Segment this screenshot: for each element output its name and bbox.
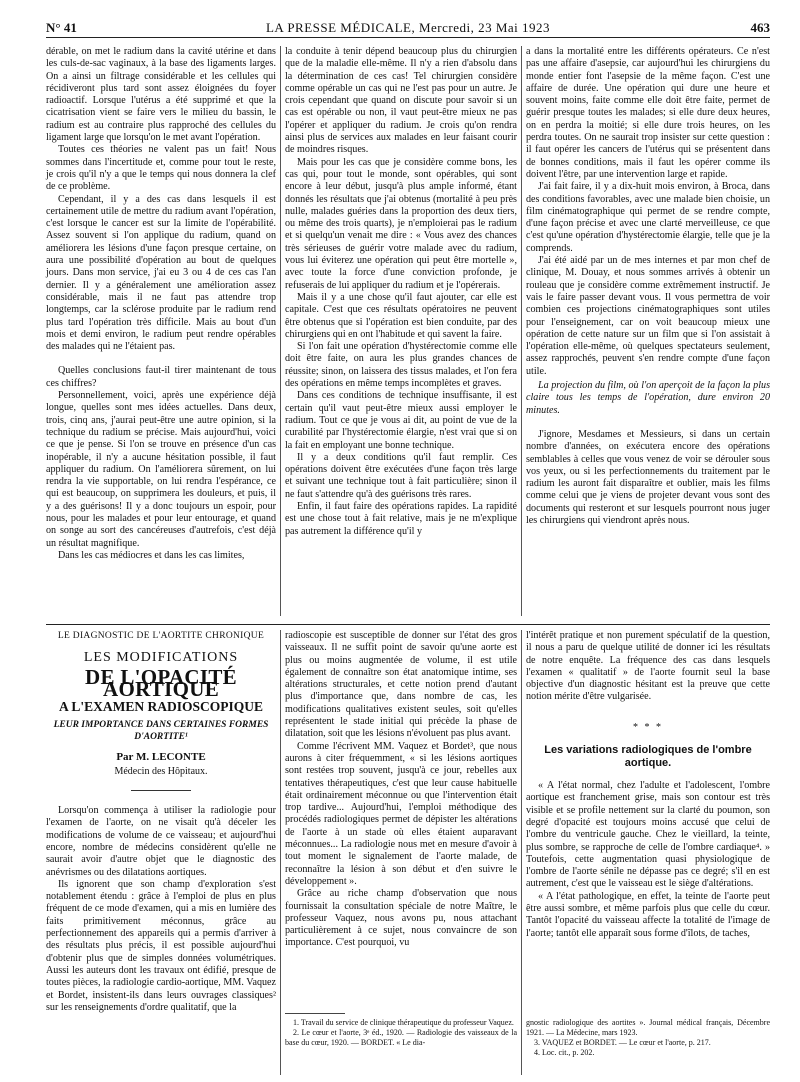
paragraph: Mais pour les cas que je considère comme bons, les cas qui, pour tout le monde, sont opérables, qui sont encore à leur début, jusqu'à plus ample informé, étant donnés les résultats que j'ai obtenus (mortalité à peu près nulle, malades guéries dans la proportion des deux tiers, ou même des trois quarts), je n'emploierai pas le radium et si quelqu'un venait me dire : « Vous avez des chances très sérieuses de guérir votre malade avec du radium, vous lui éviterez une opération qui peut être mortelle », avec toute la force d'une conviction profonde, je refuserais de lui appliquer du radium et je l'opérerais.	[285, 156, 517, 291]
paragraph: J'ai fait faire, il y a dix-huit mois environ, à Broca, dans des conditions favorables, avec une malade bien choisie, un film cinématographique qui permet de se rendre compte, d'une façon précise et avec une clarté merveilleuse, ce que c'est qu'une opération d'hystérectomie élargie, telle que je la comprends.	[526, 181, 770, 254]
paragraph: Dans ces conditions de technique insuffisante, il est certain qu'il vaut peut-être mieux aussi employer le radium. Tout ce que je vous ai dit, au point de vue de la curabilité par l'hystérectomie élargie, n'est vrai que si on la fait en employant une bonne technique.	[285, 390, 517, 451]
journal-title: LA PRESSE MÉDICALE, Mercredi, 23 Mai 1923	[265, 20, 551, 35]
paragraph: Enfin, il faut faire des opérations rapides. La rapidité est une chose tout à fait relative, mais je ne m'explique pas autrement la différence qu'il y	[285, 500, 517, 537]
paragraph: Personnellement, voici, après une expérience déjà longue, quelles sont mes idées actuelles. Dans deux, trois, cinq ans, j'aurai peut-être une autre opinion, si la technique du radium se précise. Mais aujourd'hui, voici ce que je pense. Si l'on se trouve en présence d'un cas inopérable, il n'y a aucune hésitation possible, il faut appliquer du radium. On l'améliorera sûrement, on lui rendra la vie supportable, on lui rendra l'espérance, ce qui est beaucoup, on supprimera les douleurs, et puis, il y a des guérisons! Il y a donc toujours un espoir, pour nous, pour les malades et pour leur entourage, et quand on songe au sort des cancéreuses d'autrefois, c'est déjà un résultat magnifique.	[46, 390, 276, 549]
paragraph: l'intérêt pratique et non purement spéculatif de la question, il nous a paru de quelque utilité de donner ici les résultats de notre enquête. La fréquence des cas dans lesquels l'examen « qualitatif » de l'aorte fournit seul la base objective d'un diagnostic hésitant est la preuve que cette notion mérite d'être vulgarisée.	[526, 630, 770, 703]
paragraph: J'ignore, Mesdames et Messieurs, si dans un certain nombre d'années, on exécutera encore des opérations semblables à celles que vous venez de voir se dérouler sous vos yeux, ou si les perfectionnements du traitement par le radium les auront fait disparaître et oublier, mais les films comme celui que je viens de projeter devant vous sont des documents qui resteront et sur lesquels pourront nous juger les chirurgiens qui viendront après nous.	[526, 428, 770, 526]
film-caption: La projection du film, où l'on aperçoit de la façon la plus claire tous les temps de l'opération, dure environ 20 minutes.	[526, 380, 770, 416]
title-line-2: DE L'OPACITÉ AORTIQUE	[85, 664, 237, 701]
footnote: 2. Le cœur et l'aorte, 3ᵉ éd., 1920. — Radiologie des vaisseaux de la base du cœur, 1920. — BORDET. « Le dia-	[285, 1028, 517, 1047]
article-title-block	[46, 652, 276, 778]
column-divider	[521, 46, 522, 616]
footnote: gnostic radiologique des aortites ». Journal médical français, Décembre 1921. — La Médecine, mars 1923.	[526, 1018, 770, 1037]
column-divider	[280, 46, 281, 616]
page-header	[46, 18, 770, 38]
paragraph: Ils ignorent que son champ d'exploration s'est notablement étendu : grâce à l'emploi de plus en plus fréquent de ce mode d'examen, qui a mis en lumière des faits primitivement méconnus, grâce au perfectionnement des appareils qui a permis d'arriver à des résultats plus précis, il est possible aujourd'hui d'obtenir plus que de simples données volumétriques. Aussi les auteurs dont les travaux ont édifié, presque de toutes pièces, la radiologie cardio-aortique, MM. Vaquez et Bordet, insistent-ils dans leurs ouvrages classiques² sur les renseignements d'ordre qualitatif, que la	[46, 878, 276, 1013]
article-column-3	[526, 630, 770, 1010]
paragraph: Grâce au riche champ d'observation que nous fournissait la consultation spéciale de notre Maître, le professeur Vaquez, nous avons pu, nous attachant particulièrement à ce sujet, nous convaincre de son importance. C'est pourquoi, vu	[285, 888, 517, 949]
footnote-rule	[285, 1013, 345, 1014]
footnotes-left	[285, 1018, 517, 1048]
section-label: LE DIAGNOSTIC DE L'AORTITE CHRONIQUE	[57, 631, 265, 641]
paragraph: la conduite à tenir dépend beaucoup plus du chirurgien que de la maladie elle-même. Il n'y a rien d'absolu dans la détermination de ces cas! Tel chirurgien considère comme opérable un cas qui ne l'est pas pour un autre. Je crois cependant que quand on discute pour savoir si un cas est opérable ou non, il vaut peut-être mieux ne pas l'opérer et appliquer du radium. Je crois qu'on rendra ainsi plus de services aux malades en leur faisant courir de moindres risques.	[285, 46, 517, 156]
footnote: 1. Travail du service de clinique thérapeutique du professeur Vaquez.	[293, 1018, 514, 1027]
paragraph: Comme l'écrivent MM. Vaquez et Bordet³, que nous aurons à citer fréquemment, « si les lésions aortiques sont restées trop souvent, jusqu'à ce jour, rebelles aux tentatives thérapeutiques, c'est que leur cause habituelle était ordinairement méconnue ou que l'intervention était trop tardive... Aujourd'hui, l'emploi méthodique des procédés radiologiques permet de dépister les altérations de l'aorte à un stade où elles étaient auparavant méconnues... La radiologie nous met en mesure d'avoir à tout moment le signalement de l'aorte malade, de reconnaître la lésion à son début et d'en suivre le développement ».	[285, 740, 517, 887]
paragraph: Si l'on fait une opération d'hystérectomie comme elle doit être faite, on aura les plus grandes chances de réussite; sinon, on laissera des tissus malades, et l'on fera des opérations en même temps incomplètes et graves.	[285, 341, 517, 390]
article-column-1	[46, 630, 276, 1070]
issue-number: N° 41	[46, 20, 77, 35]
paragraph: Il y a deux conditions qu'il faut remplir. Ces opérations doivent être exécutées d'une façon très large et suivant une technique tout à fait particulière; sinon il ne faut s'attendre qu'à des guérisons très rares.	[285, 451, 517, 500]
top-column-3	[526, 46, 770, 621]
footnotes-right	[526, 1018, 770, 1058]
paragraph: Quelles conclusions faut-il tirer maintenant de tous ces chiffres?	[46, 365, 276, 389]
paragraph: radioscopie est susceptible de donner sur l'état des gros vaisseaux. Il ne suffit point de savoir qu'une aorte est plus ou moins augmentée de volume, il est utile également de connaître son état anatomique intime, ses altérations structurales, et cette notion prend d'autant plus d'importance que, dans nombre de cas, les modifications qualitatives existent seules, soit qu'elles représentent le stade initial qui précède la phase de dilatation, soit que les lésions n'évoluent pas plus avant.	[285, 630, 517, 740]
column-divider	[280, 630, 281, 1075]
paragraph: Mais il y a une chose qu'il faut ajouter, car elle est capitale. C'est que ces résultats opératoires ne peuvent être obtenus que si l'opération est bien conduite, par des chirurgiens qui en ont l'habitude et qui savent la faire.	[285, 291, 517, 340]
paragraph: Cependant, il y a des cas dans lesquels il est certainement utile de mettre du radium avant l'opération, c'est lorsque le cancer est sur la limite de l'opérabilité. Assez souvent si l'on applique du radium, quand on améliorera les lésions d'une façon presque certaine, on aura une possibilité d'opération au bout de quelques jours. Dans mon service, j'ai eu 3 ou 4 de ces cas l'an dernier. Il y a généralement une amélioration assez considérable, mais il ne faut pas attendre trop longtemps, car la sclérose produite par le radium rend plus tard l'opération très difficile. Mais au bout d'un mois et demi environ, le radium peut rendre opérables des malades qui ne l'étaient pas.	[46, 193, 276, 353]
paragraph: dérable, on met le radium dans la cavité utérine et dans les culs-de-sac vaginaux, à la base des ligaments larges. On a ainsi un filtrage considérable et les cellules qui récidiveront plus tard sont assez éloignées du foyer radioactif. Lorsque l'utérus a été supprimé et que la cicatrisation vient se faire vers le milieu du bassin, le radium est au contraire plus rapproché des cellules du ligament large que lorsqu'on le met avant l'opération.	[46, 46, 276, 144]
paragraph: Lorsqu'on commença à utiliser la radiologie pour l'examen de l'aorte, on ne visait qu'à déceler les modifications de volume de ce vaisseau; et aujourd'hui encore, nombre de médecins considèrent qu'elle ne saurait avoir d'autre objet que le diagnostic des anévrismes ou des dilatations aortiques.	[46, 805, 276, 878]
section-divider	[46, 624, 770, 625]
top-column-1	[46, 46, 276, 621]
paragraph: Toutes ces théories ne valent pas un fait! Nous sommes dans l'incertitude et, comme pour tout le reste, je crois qu'il n'y a que le temps qui nous donnera la clef de ce problème.	[46, 144, 276, 193]
footnote: 4. Loc. cit., p. 202.	[534, 1048, 595, 1057]
article-column-2	[285, 630, 517, 1010]
paragraph: a dans la mortalité entre les différents opérateurs. Ce n'est pas une affaire d'asepsie, car aujourd'hui les chirurgiens du monde entier font l'asepsie de la même façon. C'est une affaire de durée. Une opération qui dure une heure et souvent moins, faite comme elle doit être faite, permet de guérir presque toutes les malades; si elle dure deux heures, on en perdra la moitié; si elle dure trois heures, on les perdra toutes. On ne saurait trop insister sur cette question : il faut opérer les cancers de l'utérus qui se présentent dans de bonnes conditions, mais il faut les opérer comme ils doivent l'être, par une intervention large et rapide.	[526, 46, 770, 180]
article-subtitle: LEUR IMPORTANCE DANS CERTAINES FORMES D'AORTITE¹	[53, 720, 269, 743]
paragraph: J'ai été aidé par un de mes internes et par mon chef de clinique, M. Douay, et nous sommes arrivés à obtenir un rouleau que je considère comme extrêmement instructif. Je vais le faire passer devant vous. Il vous permettra de voir combien ces projections cinématographiques sont utiles pour l'enseignement, car on voit beaucoup mieux une opération de cette nature sur un film que si l'on assistait à l'opération elle-même, où quelques spectateurs seulement, assez rapprochés, peuvent s'en rendre compte d'une façon utile.	[526, 255, 770, 377]
author: Par M. LECONTE	[116, 751, 206, 764]
paragraph: « A l'état normal, chez l'adulte et l'adolescent, l'ombre aortique est franchement grise, mais son contour est très visible et se profile nettement sur la clarté du poumon, son degré d'opacité est toujours moins accusé que celui de l'ombre du ventricule gauche. Chez le vieillard, la teinte, plus sombre, se rapproche de celle de l'ombre cardiaque⁴. » Toutefois, cette augmentation quasi physiologique de l'ombre de l'aorte sénile ne dépasse pas ce degré; s'il en est autrement, c'est que le vaisseau est le siège d'altérations.	[526, 780, 770, 890]
top-column-2	[285, 46, 517, 621]
page-number: 463	[750, 20, 770, 35]
title-divider	[131, 790, 191, 791]
paragraph: Dans les cas médiocres et dans les cas limites,	[58, 549, 245, 561]
footnote: 3. VAQUEZ et BORDET. — Le cœur et l'aorte, p. 217.	[534, 1038, 711, 1047]
asterism: * * *	[633, 721, 663, 733]
column-divider	[521, 630, 522, 1075]
title-line-1: LES MODIFICATIONS	[83, 650, 239, 666]
author-title: Médecin des Hôpitaux.	[114, 765, 208, 777]
section-heading: Les variations radiologiques de l'ombre aortique.	[544, 744, 752, 770]
title-line-3: A L'EXAMEN RADIOSCOPIQUE	[58, 699, 264, 715]
paragraph: « A l'état pathologique, en effet, la teinte de l'aorte peut être aussi sombre, et même parfois plus que celle du cœur. Tantôt l'opacité du vaisseau affecte la totalité de l'image de l'aorte; tantôt elle apparaît sous forme d'îlots, de taches,	[526, 890, 770, 939]
